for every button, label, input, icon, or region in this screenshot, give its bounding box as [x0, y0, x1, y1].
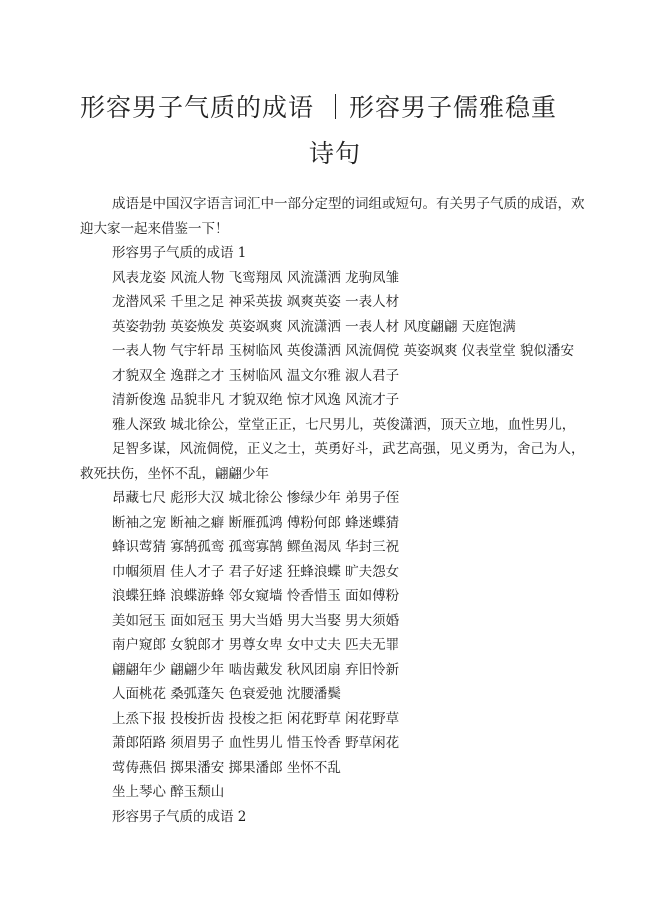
- idiom-line: 英姿勃勃 英姿焕发 英姿飒爽 风流潇洒 一表人材 风度翩翩 天庭饱满: [112, 318, 516, 335]
- idiom-line: 雅人深致 城北徐公，堂堂正正，七尺男儿，英俊潇洒，顶天立地，血性男儿，: [112, 416, 576, 433]
- document-body: [80, 192, 590, 829]
- idiom-line: 萧郎陌路 须眉男子 血性男儿 惜玉怜香 野草闲花: [112, 735, 400, 751]
- idiom-line: 美如冠玉 面如冠玉 男大当婚 男大当娶 男大须婚: [112, 612, 400, 629]
- idiom-line: 风表龙姿 风流人物 飞鸾翔凤 风流潇洒 龙驹凤雏: [112, 269, 400, 286]
- intro-paragraph: 成语是中国汉字语言词汇中一部分定型的词组或短句。有关男子气质的成语，欢迎大家一起来借鉴一下！: [80, 196, 585, 237]
- idiom-line: 清新俊逸 品貌非凡 才貌双绝 惊才风逸 风流才子: [112, 392, 400, 408]
- idiom-line: 足智多谋，风流倜傥，正义之士，英勇好斗，武艺高强，见义勇为，舍己为人，救死扶伤，坐怀不乱，翩翩少年: [80, 441, 585, 482]
- idiom-line: 一表人物 气宇轩昂 玉树临风 英俊潇洒 风流倜傥 英姿飒爽 仪表堂堂 貌似潘安: [112, 343, 575, 359]
- idiom-line: 上烝下报 投梭折齿 投梭之拒 闲花野草 闲花野草: [112, 710, 400, 727]
- idiom-line: 人面桃花 桑弧蓬矢 色衰爱弛 沈腰潘鬓: [112, 686, 341, 702]
- idiom-line: 坐上琴心 醉玉颓山: [112, 784, 225, 800]
- idiom-line: 断袖之宠 断袖之癖 断雁孤鸿 傅粉何郎 蜂迷蝶猜: [112, 514, 400, 531]
- idiom-line: 昂藏七尺 彪形大汉 城北徐公 惨绿少年 弟男子侄: [112, 490, 400, 506]
- idiom-line: 蜂识莺猜 寡鹄孤鸾 孤鸾寡鹄 鳏鱼渴凤 华封三祝: [112, 539, 400, 555]
- idiom-line: 莺俦燕侣 掷果潘安 掷果潘郎 坐怀不乱: [112, 759, 341, 776]
- idiom-line: 翩翩年少 翩翩少年 啮齿戴发 秋风团扇 弃旧怜新: [112, 661, 400, 678]
- title-line-2: 诗句: [308, 139, 361, 168]
- idiom-line: 浪蝶狂蜂 浪蝶游蜂 邻女窥墙 怜香惜玉 面如傅粉: [112, 588, 400, 604]
- section-heading-2: 形容男子气质的成语 2: [112, 808, 247, 825]
- idiom-line: 龙潜风采 千里之足 神采英拔 飒爽英姿 一表人材: [112, 294, 400, 310]
- title-line-1: 形容男子气质的成语 ｜形容男子儒雅稳重: [80, 93, 557, 122]
- document-title: [80, 86, 590, 176]
- idiom-line: 南户窥郎 女貌郎才 男尊女卑 女中丈夫 匹夫无罪: [112, 637, 400, 653]
- section-heading-1: 形容男子气质的成语 1: [112, 245, 247, 261]
- idiom-line: 才貌双全 逸群之才 玉树临风 温文尔雅 淑人君子: [112, 367, 400, 384]
- idiom-line: 巾帼须眉 佳人才子 君子好逑 狂蜂浪蝶 旷夫怨女: [112, 563, 400, 580]
